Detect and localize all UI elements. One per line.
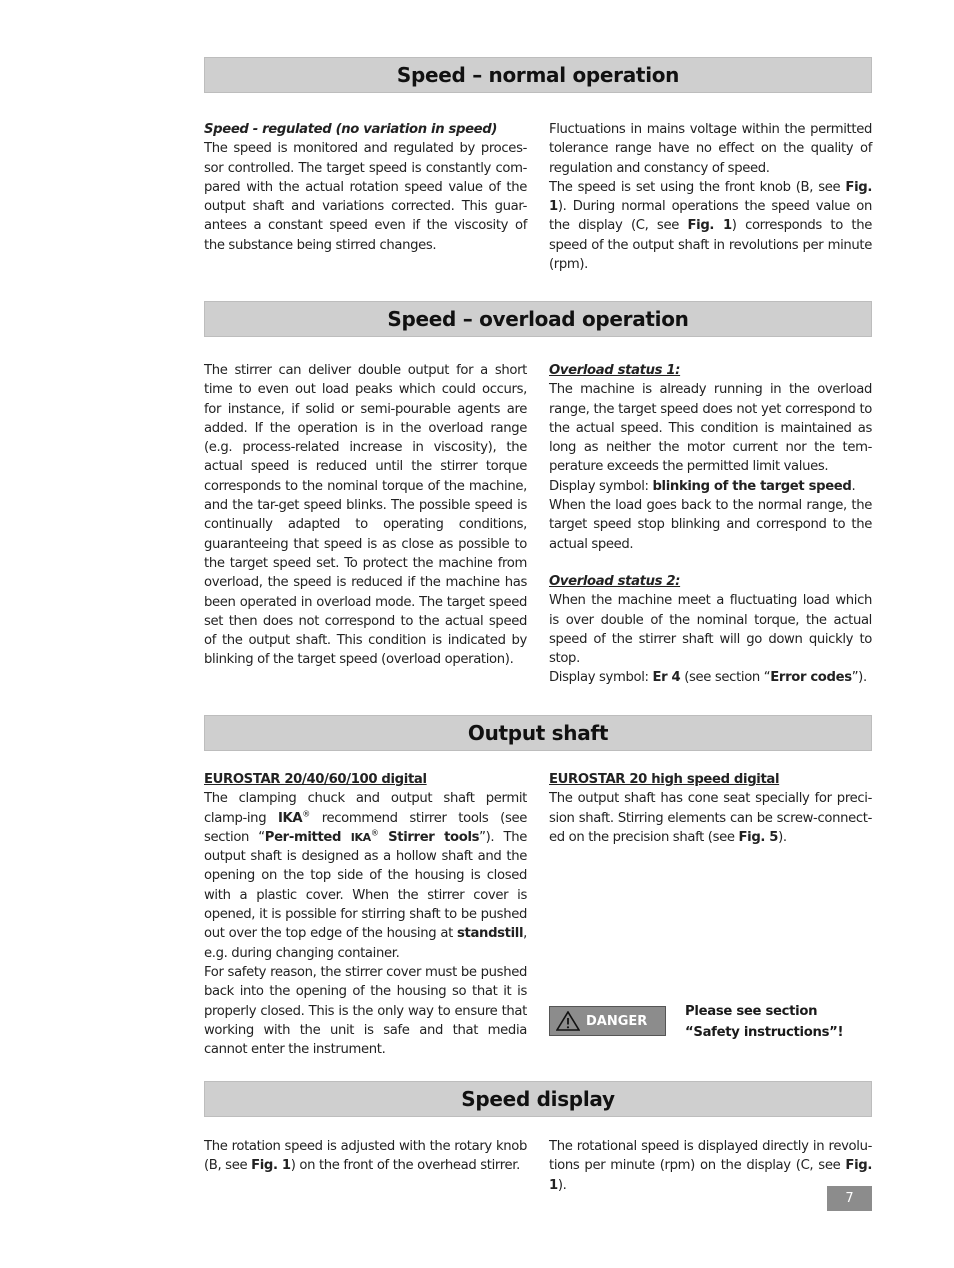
section-header-display xyxy=(204,1081,872,1117)
overload-right-column xyxy=(549,361,872,688)
section-header-shaft xyxy=(204,715,872,751)
paragraph: Display symbol: Er 4 (see section “Error codes”). xyxy=(549,670,867,686)
normal-left-column xyxy=(204,120,527,255)
section-header-normal xyxy=(204,57,872,93)
paragraph: The rotational speed is displayed directly in revolu-tions per minute (rpm) on the display (C, see Fig. 1). xyxy=(549,1139,872,1193)
fig-ref: Fig. 1 xyxy=(549,179,872,215)
section-title: Speed – overload operation xyxy=(387,307,689,331)
paragraph: The clamping chuck and output shaft permit clamp-ing IKA® recommend stirrer tools (see section “Per-mitted IKA® Stirrer tools”). The output shaft is designed as a hollow shaft and the opening on the top side of the housing is closed with a plastic cover. When the stirrer cover is opened, it is possible for stirring shaft to be pushed out over the top edge of the housing at standstill, e.g. during changing container. xyxy=(204,791,527,961)
fig-ref: Fig. 1 xyxy=(687,218,732,234)
display-left-column xyxy=(204,1137,527,1176)
shaft-left-column xyxy=(204,770,527,1059)
paragraph: Display symbol: blinking of the target speed. xyxy=(549,478,856,494)
fig-ref: Fig. 1 xyxy=(251,1158,291,1174)
paragraph: The output shaft has cone seat specially for preci-sion shaft. Stirring elements can be screw-connect-ed on the precision shaft (see Fig. 5). xyxy=(549,791,872,845)
section-title: Speed – normal operation xyxy=(396,63,680,87)
warning-triangle-icon xyxy=(556,1011,580,1031)
subheading: Overload status 2: xyxy=(549,573,681,589)
shaft-right-column xyxy=(549,770,872,847)
paragraph: The rotation speed is adjusted with the rotary knob (B, see Fig. 1) on the front of the overhead stirrer. xyxy=(204,1139,527,1174)
fig-ref: Fig. 5 xyxy=(738,829,779,845)
subheading: EUROSTAR 20 high speed digital xyxy=(549,772,780,787)
display-right-column xyxy=(549,1137,872,1195)
overload-left-column xyxy=(204,361,527,670)
section-title: Speed display xyxy=(461,1087,615,1111)
paragraph: Fluctuations in mains voltage within the permitted tolerance range have no effect on the quality of regulation and constancy of speed. xyxy=(549,122,872,176)
paragraph: The stirrer can deliver double output for a short time to even out load peaks which could occurs, for instance, if solid or semi-pourable agents are added. If the operation is in the overload range (e.g. process-related increase in viscosity), the actual speed is reduced until the stirrer torque corresponds to the nominal torque of the machine, and the tar-get speed blinks. The possible speed is continually adapted to operating conditions, guaranteeing that speed is as close as possible to the target speed set. To protect the machine from overload, the speed is reduced if the machine has been operated in overload mode. The target speed set then does not correspond to the actual speed of the output shaft. This condition is indicated by blinking of the target speed (overload operation). xyxy=(204,363,527,668)
subheading: Overload status 1: xyxy=(549,363,681,378)
section-title: Output shaft xyxy=(467,721,609,745)
fig-ref: Fig. 1 xyxy=(549,1158,872,1193)
normal-right-column xyxy=(549,120,872,274)
danger-badge xyxy=(549,1006,666,1036)
paragraph: The speed is monitored and regulated by proces-sor controlled. The target speed is constantly com-pared with the actual rotation speed value of the output shaft and variations corrected. This guar-antees a constant speed even if the viscosity of the substance being stirred changes. xyxy=(204,141,527,253)
paragraph: When the load goes back to the normal range, the target speed stop blinking and correspond to the actual speed. xyxy=(549,498,872,552)
paragraph: When the machine meet a fluctuating load which is over double of the nominal torque, the actual speed of the stirrer shaft will go down quickly to stop. xyxy=(549,593,872,667)
subheading: EUROSTAR 20/40/60/100 digital xyxy=(204,772,427,787)
page-number: 7 xyxy=(827,1186,872,1211)
danger-note: Please see section “Safety instructions”! xyxy=(685,1004,844,1040)
paragraph: The speed is set using the front knob (B, see Fig. 1). During normal operations the speed value on the display (C, see Fig. 1) corresponds to the speed of the output shaft in revolutions per minute (rpm). xyxy=(549,179,872,273)
paragraph: For safety reason, the stirrer cover must be pushed back into the opening of the housing so that it is properly closed. This is the only way to ensure that working with the unit is safe and that media cannot enter the instrument. xyxy=(204,964,527,1058)
paragraph: The machine is already running in the overload range, the target speed does not yet correspond to the actual speed. This condition is maintained as long as neither the motor current nor the tem-perature exceeds the permitted limit values. xyxy=(549,382,872,475)
section-header-overload xyxy=(204,301,872,337)
subheading: Speed - regulated (no variation in speed) xyxy=(204,122,498,137)
danger-label: DANGER xyxy=(586,1013,648,1029)
